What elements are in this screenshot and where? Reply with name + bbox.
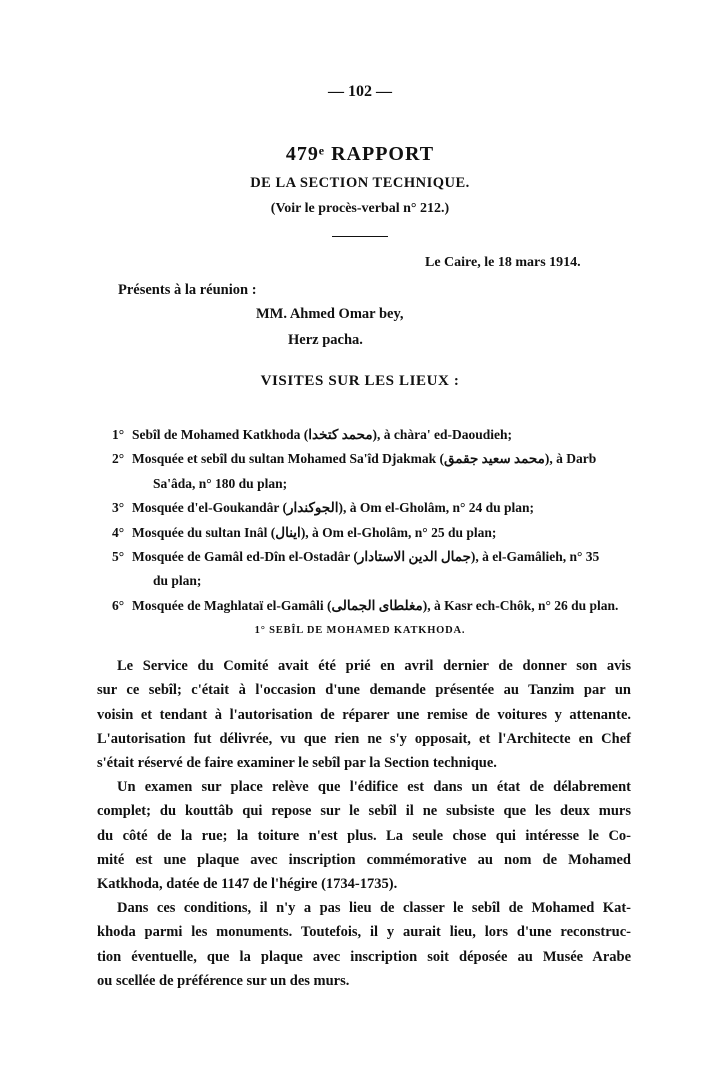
attendee-2: Herz pacha. bbox=[288, 332, 363, 348]
visit-text bbox=[132, 447, 630, 496]
paragraph-line: Katkhoda, datée de 1147 de l'hégire (1734-1735). bbox=[97, 876, 398, 893]
visit-item bbox=[112, 545, 630, 594]
visit-text bbox=[132, 521, 630, 545]
visit-number: 3° bbox=[112, 500, 125, 516]
visit-text bbox=[132, 545, 630, 594]
paragraph-line: khoda parmi les monuments. Toutefois, il y aurait lieu, lors d'une reconstruc- bbox=[97, 924, 631, 941]
visit-text bbox=[132, 423, 630, 447]
visit-number: 4° bbox=[112, 524, 125, 540]
visit-item bbox=[112, 447, 630, 496]
visit-item bbox=[112, 594, 630, 618]
visit-item-line: Mosquée de Gamâl ed-Dîn el-Ostadâr (جمال الدين الاستادار), à el-Gamâlieh, n° 35 bbox=[132, 549, 600, 565]
visits-list bbox=[0, 423, 720, 618]
paragraph-line: L'autorisation fut délivrée, vu que rien ne s'y opposait, et l'Architecte en Chef bbox=[97, 730, 631, 747]
paragraph-line: Le Service du Comité avait été prié en avril dernier de donner son avis bbox=[117, 658, 631, 675]
visit-text bbox=[132, 594, 630, 618]
report-subtitle: DE LA SECTION TECHNIQUE. bbox=[250, 175, 470, 191]
visit-number: 1° bbox=[112, 427, 125, 442]
paragraph-line: ou scellée de préférence sur un des murs. bbox=[97, 972, 350, 989]
visit-number: 5° bbox=[112, 549, 125, 565]
page-number: — 102 — bbox=[328, 83, 392, 100]
divider bbox=[332, 236, 388, 237]
paragraph-line: s'était réservé de faire examiner le sebîl par la Section technique. bbox=[97, 755, 497, 772]
visit-item-line: Sa'âda, n° 180 du plan; bbox=[153, 475, 288, 491]
visit-item-line: Mosquée et sebîl du sultan Mohamed Sa'îd Djakmak (محمد سعيد جقمق), à Darb bbox=[132, 451, 597, 467]
visit-item-line: Mosquée du sultan Inâl (اينال), à Om el-Gholâm, n° 25 du plan; bbox=[132, 524, 497, 540]
paragraph bbox=[97, 654, 631, 775]
present-label: Présents à la réunion : bbox=[118, 282, 257, 298]
paragraph-line: du côté de la rue; la toiture n'est plus. La seule chose qui intéresse le Co- bbox=[97, 827, 631, 844]
paragraph-line: tion éventuelle, que la plaque avec inscription soit déposée au Musée Arabe bbox=[97, 948, 631, 965]
paragraph bbox=[97, 775, 631, 896]
subsection-heading: 1° SEBÎL DE MOHAMED KATKHODA. bbox=[254, 625, 466, 637]
paragraph-line: Un examen sur place relève que l'édifice est dans un état de délabrement bbox=[117, 779, 631, 796]
visits-heading: VISITES SUR LES LIEUX : bbox=[260, 373, 460, 389]
visit-item bbox=[112, 423, 630, 447]
report-title: 479ᵉ RAPPORT bbox=[285, 143, 435, 165]
body-text bbox=[0, 654, 720, 993]
visit-item bbox=[112, 521, 630, 545]
visit-item bbox=[112, 496, 630, 520]
visit-item-line: Mosquée de Maghlataï el-Gamâli (مغلطاى الجمالى), à Kasr ech-Chôk, n° 26 du plan. bbox=[132, 597, 619, 613]
paragraph-line: Dans ces conditions, il n'y a pas lieu de classer le sebîl de Mohamed Kat- bbox=[117, 900, 631, 917]
paragraph-line: mité est une plaque avec inscription commémorative au nom de Mohamed bbox=[97, 851, 631, 868]
paragraph-line: complet; du kouttâb qui repose sur le sebîl il ne subsiste que les deux murs bbox=[97, 803, 631, 820]
report-reference: (Voir le procès-verbal n° 212.) bbox=[270, 201, 450, 216]
attendee-1: MM. Ahmed Omar bey, bbox=[256, 306, 404, 322]
visit-number: 2° bbox=[112, 451, 125, 467]
visit-item-line: du plan; bbox=[153, 573, 202, 589]
paragraph-line: voisin et tendant à l'autorisation de réparer une remise de voitures y attenante. bbox=[97, 706, 631, 723]
visit-item-line: Mosquée d'el-Goukandâr (الجوكندار), à Om el-Gholâm, n° 24 du plan; bbox=[132, 500, 534, 516]
paragraph-line: sur ce sebîl; c'était à l'occasion d'une demande présentée au Tanzim par un bbox=[97, 682, 631, 699]
visit-number: 6° bbox=[112, 597, 125, 613]
visit-item-line: Sebîl de Mohamed Katkhoda (محمد كتخدا), à chàra' ed-Daoudieh; bbox=[132, 427, 513, 442]
paragraph bbox=[97, 896, 631, 993]
place-date: Le Caire, le 18 mars 1914. bbox=[425, 255, 581, 270]
visit-text bbox=[132, 496, 630, 520]
